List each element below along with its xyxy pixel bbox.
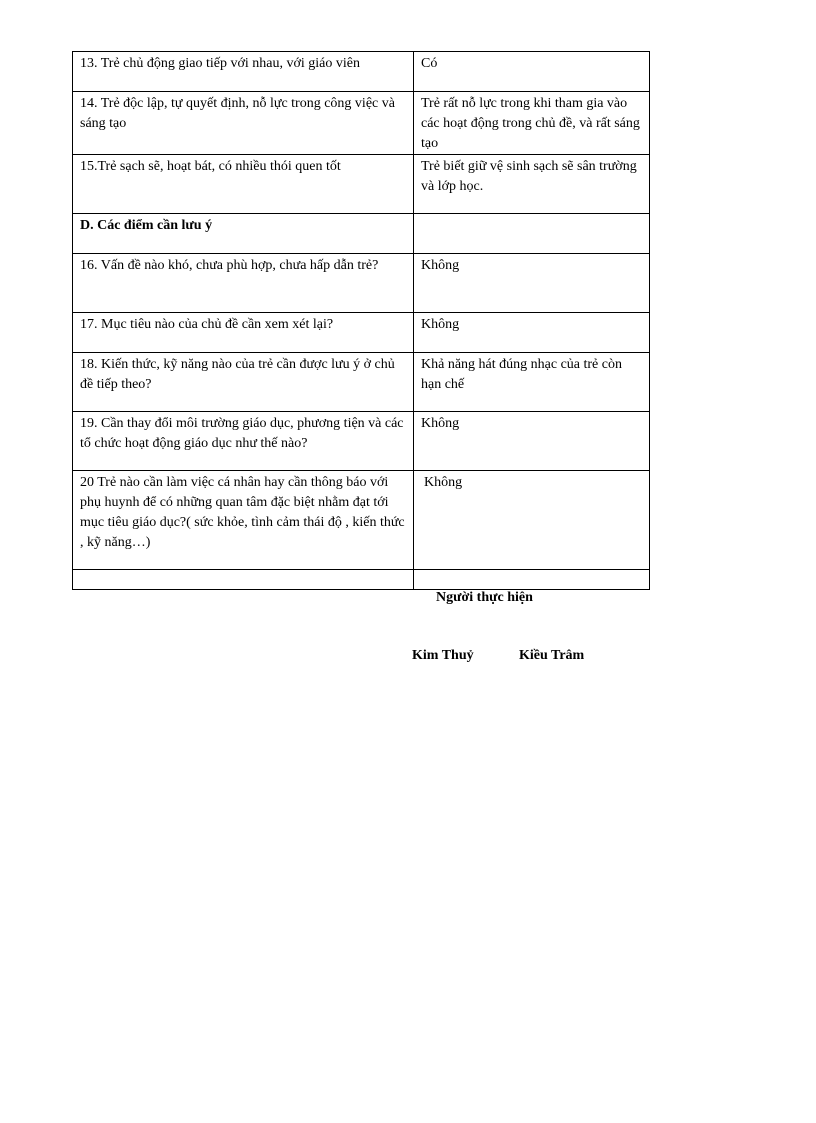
signature-name-1: Kim Thuỷ xyxy=(412,648,474,663)
signature-title: Người thực hiện xyxy=(436,590,533,605)
answer-cell: Không xyxy=(414,313,650,353)
table-row xyxy=(73,412,650,471)
answer-cell xyxy=(414,570,650,590)
answer-cell xyxy=(414,214,650,254)
table-row xyxy=(73,92,650,155)
signature-name-2: Kiều Trâm xyxy=(519,648,585,663)
evaluation-table xyxy=(72,51,650,590)
question-cell: 13. Trẻ chủ động giao tiếp với nhau, với giáo viên xyxy=(73,52,414,92)
question-cell: 20 Trẻ nào cần làm việc cá nhân hay cần thông báo với phụ huynh để có những quan tâm đặc biệt nhằm đạt tới mục tiêu giáo dục?( sức khỏe, tình cảm thái độ , kiến thức , kỹ năng…) xyxy=(73,471,414,570)
table-row xyxy=(73,155,650,214)
table-row xyxy=(73,214,650,254)
question-cell: 14. Trẻ độc lập, tự quyết định, nỗ lực trong công việc và sáng tạo xyxy=(73,92,414,155)
table-row xyxy=(73,353,650,412)
table-row xyxy=(73,471,650,570)
table-row xyxy=(73,254,650,313)
question-cell: 17. Mục tiêu nào của chủ đề cần xem xét lại? xyxy=(73,313,414,353)
answer-cell: Có xyxy=(414,52,650,92)
table-row xyxy=(73,313,650,353)
question-cell: 19. Cần thay đổi môi trường giáo dục, phương tiện và các tổ chức hoạt động giáo dục như thế nào? xyxy=(73,412,414,471)
table-row xyxy=(73,570,650,590)
answer-cell: Không xyxy=(414,254,650,313)
table-row xyxy=(73,52,650,92)
answer-cell: Trẻ biết giữ vệ sinh sạch sẽ sân trường và lớp học. xyxy=(414,155,650,214)
question-cell xyxy=(73,570,414,590)
answer-cell: Không xyxy=(414,471,650,570)
answer-cell: Không xyxy=(414,412,650,471)
answer-cell: Trẻ rất nỗ lực trong khi tham gia vào các hoạt động trong chủ đề, và rất sáng tạo xyxy=(414,92,650,155)
section-heading-cell: D. Các điểm cần lưu ý xyxy=(73,214,414,254)
answer-cell: Khả năng hát đúng nhạc của trẻ còn hạn chế xyxy=(414,353,650,412)
question-cell: 15.Trẻ sạch sẽ, hoạt bát, có nhiều thói quen tốt xyxy=(73,155,414,214)
question-cell: 18. Kiến thức, kỹ năng nào của trẻ cần được lưu ý ở chủ đề tiếp theo? xyxy=(73,353,414,412)
question-cell: 16. Vấn đề nào khó, chưa phù hợp, chưa hấp dẫn trẻ? xyxy=(73,254,414,313)
